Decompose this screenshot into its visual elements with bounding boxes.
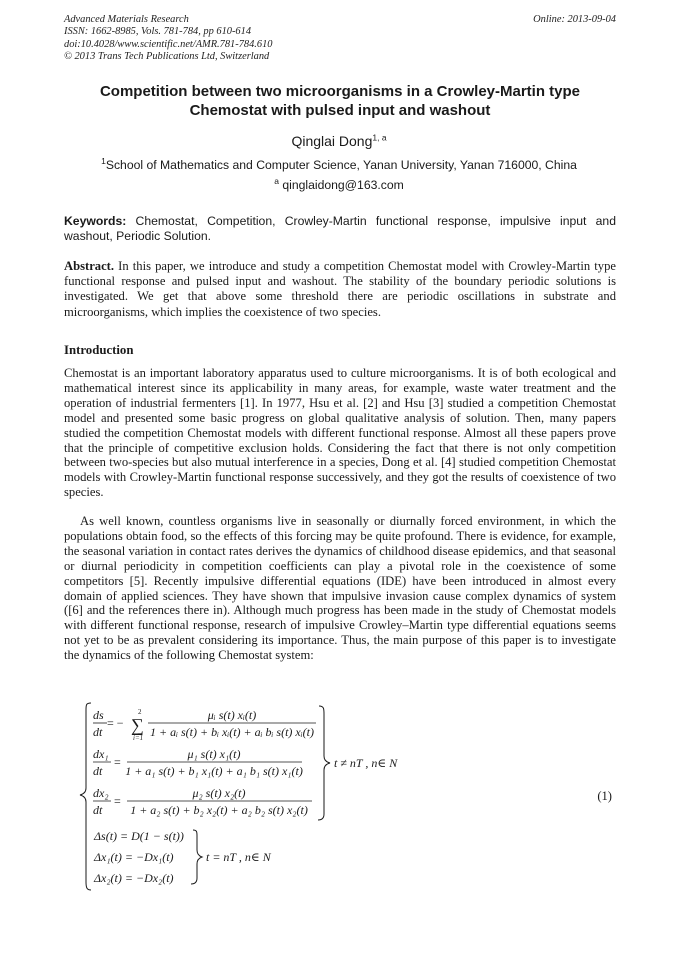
- online-date: Online: 2013-09-04: [533, 14, 616, 25]
- sum-symbol: ∑: [131, 715, 144, 735]
- denominator-s: 1 + aᵢ s(t) + bᵢ xᵢ(t) + aᵢ bᵢ s(t) xᵢ(t): [150, 725, 314, 739]
- minus-equals: = −: [107, 716, 124, 730]
- dt-symbol-3: dt: [93, 803, 103, 817]
- email-sup: a: [274, 175, 279, 186]
- dx2-symbol: dx₂: [93, 786, 109, 800]
- denominator-x1: 1 + a₁ s(t) + b₁ x₁(t) + a₁ b₁ s(t) x₁(t): [125, 764, 303, 778]
- numerator-x1: μ₁ s(t) x₁(t): [187, 747, 241, 761]
- author-sup: 1, a: [372, 132, 387, 143]
- journal-header: [64, 14, 616, 64]
- right-brace-continuous: [318, 706, 330, 820]
- keywords-text: Chemostat, Competition, Crowley-Martin functional response, impulsive input and washout, Periodic Solution.: [64, 214, 616, 243]
- abstract-text: In this paper, we introduce and study a competition Chemostat model with Crowley-Martin type functional response and pulsed input and washout. The stability of the boundary periodic solutions is investigated. We get that above some threshold there are periodic oscillations in substrate and microorganisms, which implies the coexistence of two species.: [64, 259, 616, 319]
- equation-number: (1): [597, 789, 612, 803]
- sum-lower-limit: i=1: [133, 734, 144, 742]
- journal-name: Advanced Materials Research: [64, 14, 189, 25]
- sum-upper-limit: 2: [138, 708, 142, 716]
- issn-line: ISSN: 1662-8985, Vols. 781-784, pp 610-614: [64, 26, 252, 38]
- equation-system-1: [0, 700, 678, 895]
- email-address[interactable]: qinglaidong@163.com: [282, 178, 404, 192]
- numerator-x2: μ₂ s(t) x₂(t): [192, 786, 246, 800]
- copyright-line: © 2013 Trans Tech Publications Ltd, Switzerland: [64, 51, 270, 63]
- section-heading-introduction: Introduction: [64, 343, 134, 357]
- numerator-s: μᵢ s(t) xᵢ(t): [207, 708, 257, 722]
- dt-symbol-2: dt: [93, 764, 103, 778]
- impulse-x2: Δx₂(t) = −Dx₂(t): [94, 871, 174, 885]
- affiliation-text: School of Mathematics and Computer Science, Yanan University, Yanan 716000, China: [105, 158, 577, 172]
- ds-symbol: ds: [93, 708, 104, 722]
- author-line: [0, 133, 678, 149]
- denominator-x2: 1 + a₂ s(t) + b₂ x₂(t) + a₂ b₂ s(t) x₂(t): [130, 803, 308, 817]
- affiliation-sup: 1: [101, 155, 106, 166]
- abstract: [64, 259, 616, 320]
- intro-paragraph-2: As well known, countless organisms live in seasonally or diurnally forced environment, in which the populations obtain food, so the effects of this forcing may be quite profound. There is evidence, for example, the seasonal variation in contact rates derives the dynamics of childhood disease epidemics, and that seasonal or diurnal periodicity in competition coefficients can play a pivotal role in the coexistence of some competitors [5]. Recently impulsive differential equations (IDE) have been introduced in almost every domain of applied sciences. They have shown that impulsive invasion cause complex dynamics of system ([6] and the references there in). Although much progress has been made in the study of Chemostat models with different functional response, research of impulsive Crowley–Martin type differential equations seems not yet to be as prevalent considering its importance. Thus, the main purpose of this paper is to investigate the dynamics of the following Chemostat system:: [64, 514, 616, 663]
- paper-title: [64, 82, 616, 120]
- doi-line[interactable]: doi:10.4028/www.scientific.net/AMR.781-784.610: [64, 38, 273, 50]
- impulse-x1: Δx₁(t) = −Dx₁(t): [94, 850, 174, 864]
- right-brace-impulsive: [191, 830, 202, 884]
- equals-2: =: [114, 794, 121, 808]
- author-name: Qinglai Dong: [291, 133, 373, 149]
- intro-paragraph-1: Chemostat is an important laboratory apparatus used to culture microorganisms. It is of both ecological and mathematical interest since its applicability in many areas, for example, waste water treatment and the operation of industrial fermenters [1]. In 1977, Hsu et al. [2] and Hsu [3] studied a competition Chemostat model and presented some basic progress on global qualitative analysis of solution. Then, many papers studied the competition Chemostat models with different functional response. Almost all these papers prove that the principle of competitive exclusion holds. Considering the fact that there is not only competition between two-species but also mutual interference in a species, Dong et al. [4] studied competition Chemostat models with Crowley-Martin functional response successively, and they got the results of coexistence of two species.: [64, 366, 616, 500]
- dx1-symbol: dx₁: [93, 747, 109, 761]
- email-line: [0, 175, 678, 192]
- affiliation: [0, 155, 678, 172]
- condition-impulsive: t = nT , n∈ N: [206, 850, 271, 864]
- title-line-2: Chemostat with pulsed input and washout: [189, 102, 491, 119]
- impulse-s: Δs(t) = D(1 − s(t)): [94, 829, 184, 843]
- keywords: [64, 214, 616, 243]
- dt-symbol-1: dt: [93, 725, 103, 739]
- abstract-label: Abstract.: [64, 259, 115, 273]
- equals-1: =: [114, 755, 121, 769]
- title-line-1: Competition between two microorganisms in a Crowley-Martin type: [99, 83, 581, 100]
- outer-left-brace: [80, 703, 91, 890]
- condition-continuous: t ≠ nT , n∈ N: [334, 756, 398, 770]
- keywords-label: Keywords:: [64, 214, 127, 228]
